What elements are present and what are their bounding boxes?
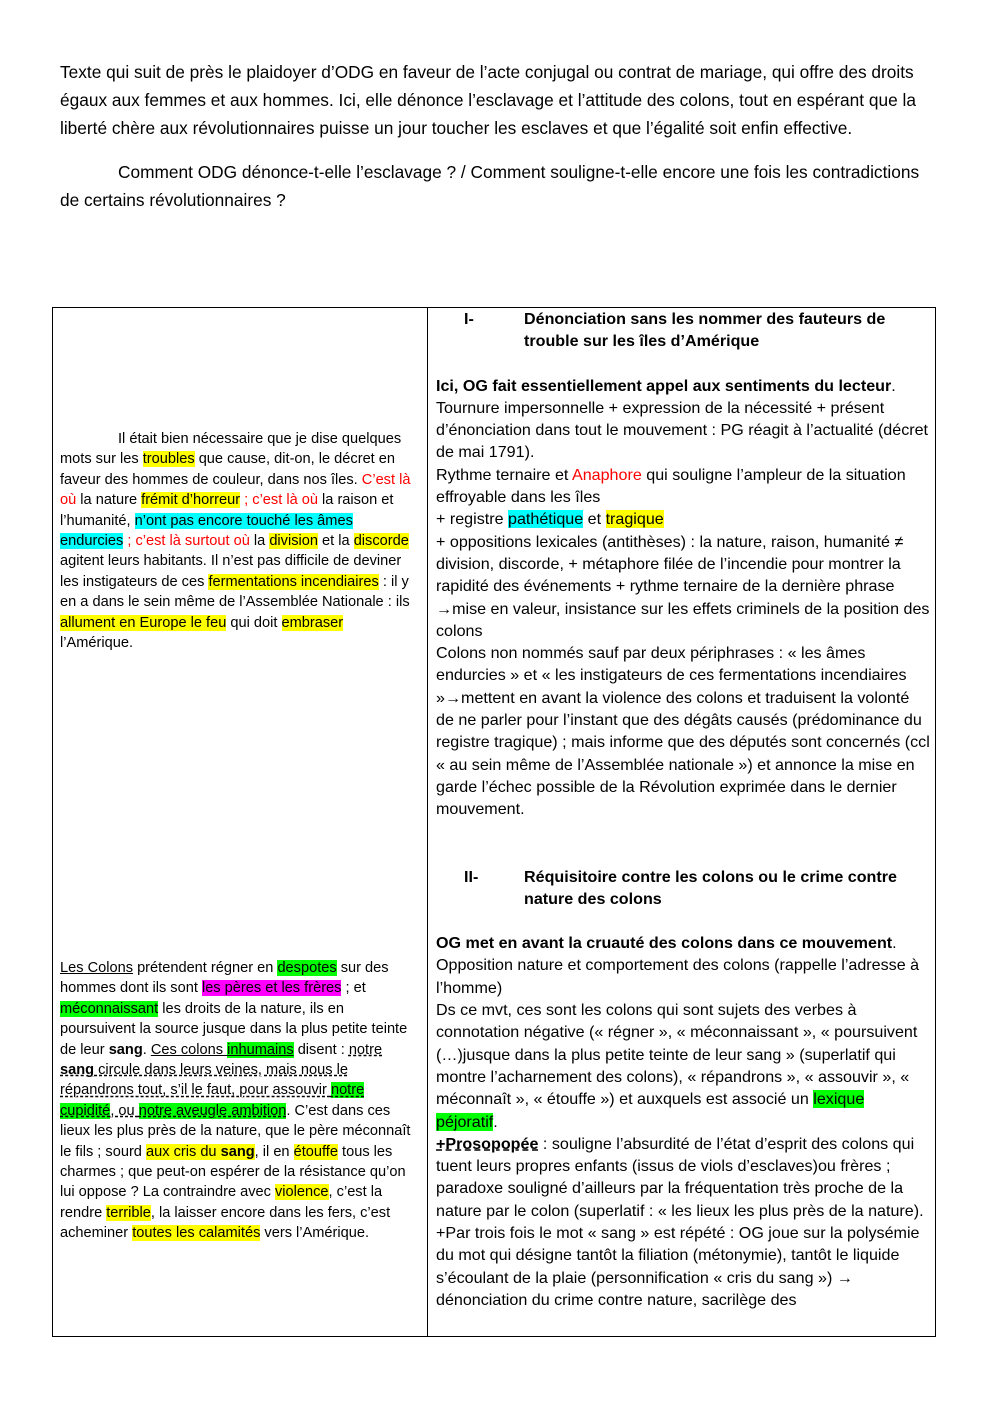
section-1-paragraph: Rythme ternaire et Anaphore qui souligne l’ampleur de la situation effroyable dans les îles <box>436 465 906 507</box>
section-1-paragraph: Colons non nommés sauf par deux périphrases : « les âmes endurcies » et « les instigateurs de ces fermentations incendiaires »→mettent en avant la violence des colons et traduisent la volonté de ne parler pour l’instant que des dégâts causés (prédominance du registre tragique) ; mais informe que des députés sont concernés (ccl « au sein même de l’Assemblée nationale ») et annonce la mise en garde l’échec possible de la Révolution exprimée dans le dernier mouvement. <box>436 644 930 819</box>
analysis-column <box>428 308 936 1337</box>
section-1-paragraph: + oppositions lexicales (antithèses) : la nature, raison, humanité ≠ division, discorde, + métaphore filée de l’incendie pour montrer la rapidité des événements + rythme ternaire de la dernière phrase →mise en valeur, insistance sur les effets criminels de la position des colons <box>436 532 930 640</box>
section-1-lead: Ici, OG fait essentiellement appel aux sentiments du lecteur. <box>436 376 896 395</box>
section-heading-2: II- Réquisitoire contre les colons ou le crime contre nature des colons <box>464 867 897 908</box>
section-heading-1: I- Dénonciation sans les nommer des fauteurs de trouble sur les îles d’Amérique <box>464 310 886 351</box>
section-2-paragraph: Ds ce mvt, ces sont les colons qui sont sujets des verbes à connotation négative (« régner », « méconnaissant », « poursuivent (…)jusque dans la plus petite teinte de leur sang » (superlatif qui montre l’acharnement des colons), « répandrons », « assouvir », « méconnaît », « étouffe ») et auxquels est associé un lexique péjoratif. <box>436 1001 918 1131</box>
excerpt-part-1: Il était bien nécessaire que je dise quelques mots sur les troubles que cause, dit-on, le décret en faveur des hommes de couleur, dans nos îles. C’est là où la nature frémit d’horreur ; c’est là où la raison et l’humanité, n’ont pas encore touché les âmes endurcies ; c’est là surtout où la division et la discorde agitent leurs habitants. Il n’est pas difficile de deviner les instigateurs de ces fermentations incendiaires : il y en a dans le sein même de l’Assemblée Nationale : ils allument en Europe le feu qui doit embraser l’Amérique. <box>60 431 411 652</box>
section-2-lead: OG met en avant la cruauté des colons dans ce mouvement. <box>436 934 897 953</box>
section-2-paragraph: +Prosopopée : souligne l’absurdité de l’état d’esprit des colons qui tuent leurs propres enfants (issus de viols d’esclaves)ou frères ; paradoxe souligné d’ailleurs par la fréquentation très proche de la nature par le colon (superlatif : « les lieux les plus près de la nature). <box>436 1134 924 1220</box>
excerpt-part-2: Les Colons prétendent régner en despotes sur des hommes dont ils sont les pères et les frères ; et méconnaissant les droits de la nature, ils en poursuivent la source jusque dans la plus petite teinte de leur sang. Ces colons inhumains disent : notre sang circule dans leurs veines, mais nous le répandrons tout, s’il le faut, pour assouvir notre cupidité, ou notre aveugle ambition. C’est dans ces lieux les plus près de la nature, que le père méconnaît le fils ; sourd aux cris du sang, il en étouffe tous les charmes ; que peut-on espérer de la résistance qu’on lui oppose ? La contraindre avec violence, c’est la rendre terrible, la laisser encore dans les fers, c’est acheminer toutes les calamités vers l’Amérique. <box>60 960 411 1242</box>
analysis-table <box>52 307 936 1337</box>
intro-paragraph: Texte qui suit de près le plaidoyer d’ODG en faveur de l’acte conjugal ou contrat de mariage, qui offre des droits égaux aux femmes et aux hommes. Ici, elle dénonce l’esclavage et l’attitude des colons, tout en espérant que la liberté chère aux révolutionnaires puisse un jour toucher les esclaves et que l’égalité soit enfin effective. <box>60 62 916 138</box>
problematic-question: Comment ODG dénonce-t-elle l’esclavage ? / Comment souligne-t-elle encore une fois les contradictions de certains révolutionnaires ? <box>60 162 920 210</box>
analysis-content <box>436 308 930 1311</box>
intro <box>60 58 940 214</box>
source-text-column <box>53 308 428 1337</box>
section-2-paragraph: Opposition nature et comportement des colons (rappelle l’adresse à l’homme) <box>436 956 920 997</box>
section-1-paragraph: Tournure impersonnelle + expression de la nécessité + présent d’énonciation dans tout le mouvement : PG réagit à l’actualité (décret de mai 1791). <box>436 398 929 462</box>
section-1-paragraph: + registre pathétique et tragique <box>436 510 664 529</box>
section-2-paragraph: +Par trois fois le mot « sang » est répété : OG joue sur la polysémie du mot qui désigne tantôt la filiation (métonymie), tantôt le liquide s’écoulant de la plaie (personnification « cris du sang ») → dénonciation du crime contre nature, sacrilège des <box>436 1223 920 1309</box>
